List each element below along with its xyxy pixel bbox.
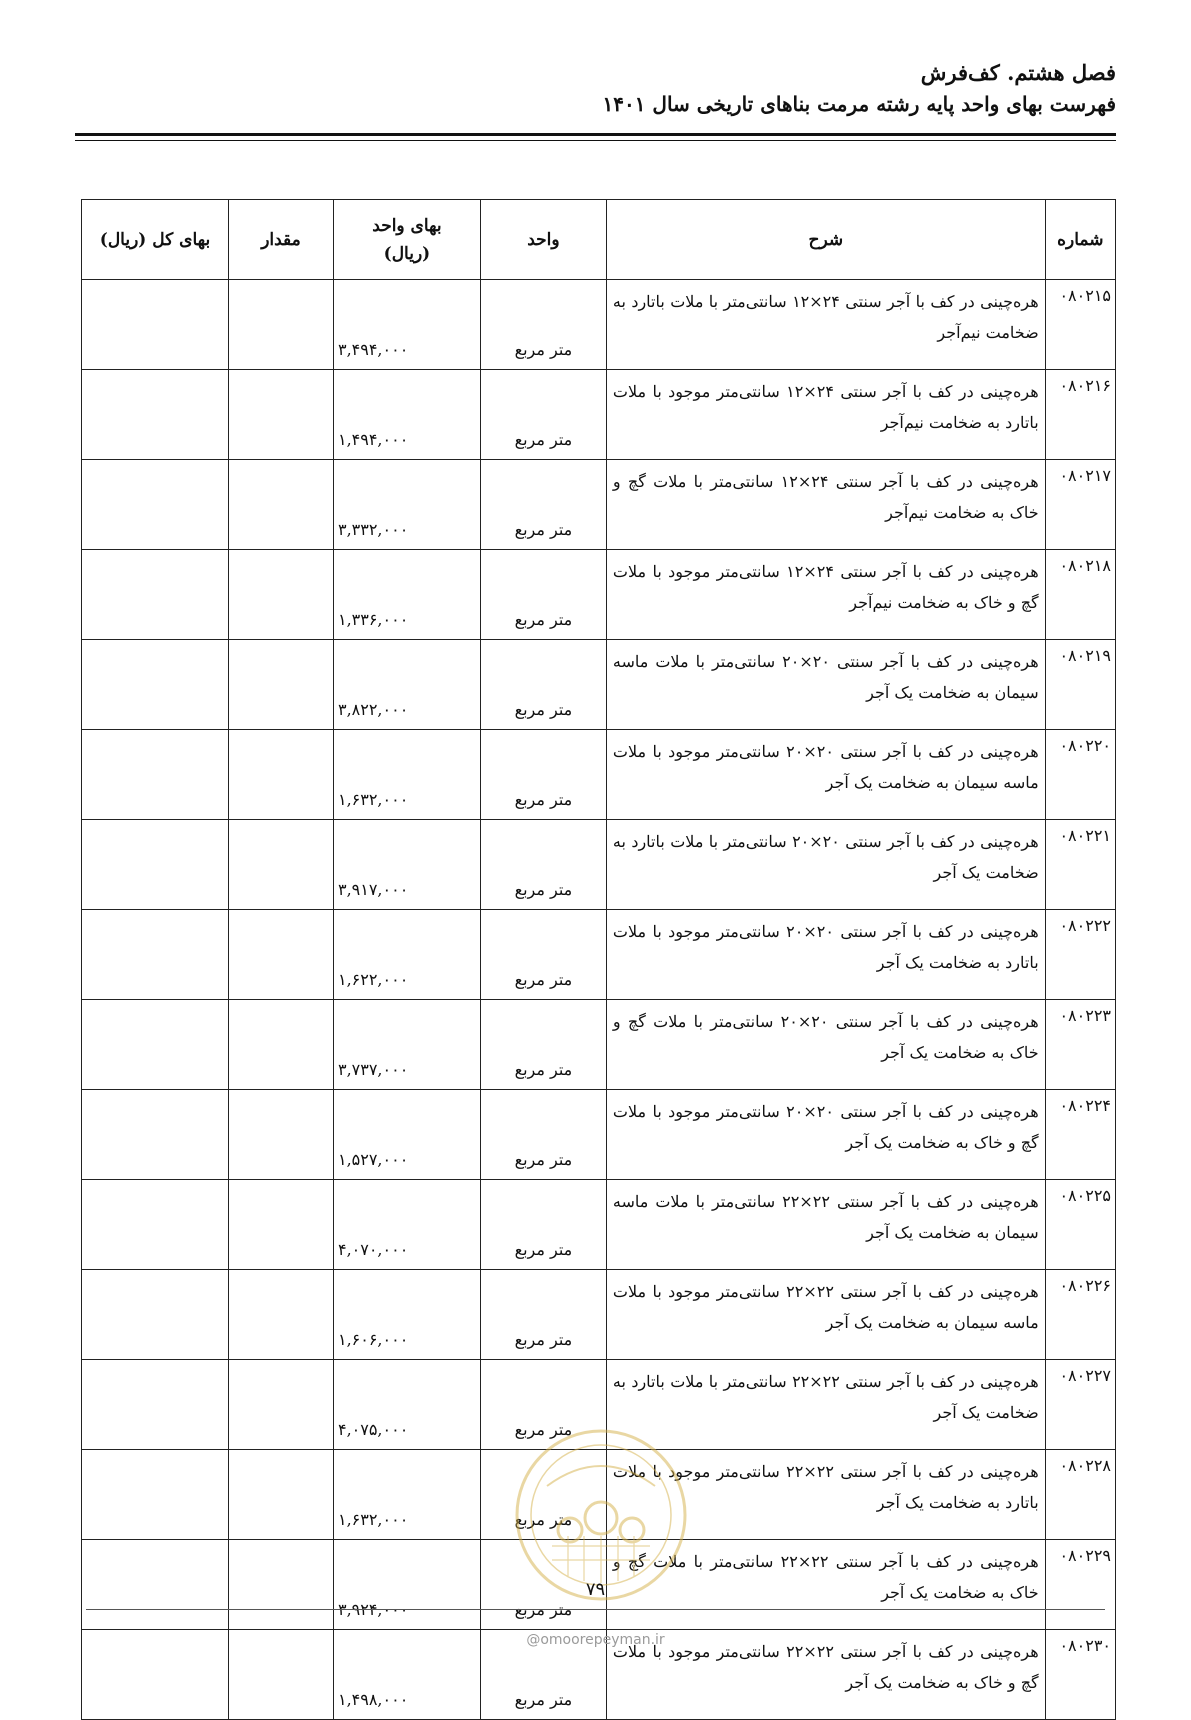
item-description: هره‌چینی در کف با آجر سنتی ۲۲×۲۲ سانتی‌متر با ملات گچ و خاک به ضخامت یک آجر	[606, 1540, 1045, 1630]
item-number: ۰۸۰۲۲۴	[1045, 1090, 1115, 1180]
item-description: هره‌چینی در کف با آجر سنتی ۲۰×۲۰ سانتی‌متر موجود با ملات ماسه سیمان به ضخامت یک آجر	[606, 730, 1045, 820]
item-number: ۰۸۰۲۲۹	[1045, 1540, 1115, 1630]
header-quantity: مقدار	[229, 200, 334, 280]
footer-rule	[86, 1609, 1105, 1610]
item-unit-price: ۳,۸۲۲,۰۰۰	[333, 640, 480, 730]
item-total-price	[82, 460, 229, 550]
item-total-price	[82, 1450, 229, 1540]
item-quantity	[229, 910, 334, 1000]
item-total-price	[82, 1000, 229, 1090]
item-unit: متر مربع	[480, 1180, 606, 1270]
item-unit-price: ۱,۴۹۴,۰۰۰	[333, 370, 480, 460]
item-description: هره‌چینی در کف با آجر سنتی ۲۲×۲۲ سانتی‌متر با ملات ماسه سیمان به ضخامت یک آجر	[606, 1180, 1045, 1270]
item-description: هره‌چینی در کف با آجر سنتی ۲۲×۲۲ سانتی‌متر با ملات باتارد به ضخامت یک آجر	[606, 1360, 1045, 1450]
header-unit-price	[333, 200, 480, 280]
item-quantity	[229, 640, 334, 730]
item-total-price	[82, 280, 229, 370]
item-unit: متر مربع	[480, 1090, 606, 1180]
item-number: ۰۸۰۲۱۷	[1045, 460, 1115, 550]
item-total-price	[82, 820, 229, 910]
item-unit-price: ۱,۶۳۲,۰۰۰	[333, 730, 480, 820]
table-row	[82, 1090, 1116, 1180]
item-total-price	[82, 370, 229, 460]
item-unit-price: ۱,۶۰۶,۰۰۰	[333, 1270, 480, 1360]
item-unit: متر مربع	[480, 370, 606, 460]
item-number: ۰۸۰۲۱۸	[1045, 550, 1115, 640]
item-description: هره‌چینی در کف با آجر سنتی ۲۲×۲۲ سانتی‌متر موجود با ملات ماسه سیمان به ضخامت یک آجر	[606, 1270, 1045, 1360]
seal-icon	[512, 1426, 690, 1604]
item-number: ۰۸۰۲۲۶	[1045, 1270, 1115, 1360]
item-number: ۰۸۰۲۲۰	[1045, 730, 1115, 820]
item-number: ۰۸۰۲۱۶	[1045, 370, 1115, 460]
item-unit-price: ۳,۴۹۴,۰۰۰	[333, 280, 480, 370]
table-row	[82, 640, 1116, 730]
item-number: ۰۸۰۲۲۵	[1045, 1180, 1115, 1270]
table-header-row	[82, 200, 1116, 280]
item-description: هره‌چینی در کف با آجر سنتی ۲۰×۲۰ سانتی‌متر موجود با ملات گچ و خاک به ضخامت یک آجر	[606, 1090, 1045, 1180]
item-quantity	[229, 1180, 334, 1270]
header-number: شماره	[1045, 200, 1115, 280]
item-total-price	[82, 1270, 229, 1360]
item-total-price	[82, 1360, 229, 1450]
table-row	[82, 1000, 1116, 1090]
header-rule-thin	[75, 140, 1116, 141]
item-unit-price: ۱,۵۲۷,۰۰۰	[333, 1090, 480, 1180]
page-header	[602, 58, 1116, 120]
item-total-price	[82, 640, 229, 730]
item-unit: متر مربع	[480, 1360, 606, 1450]
item-unit-price: ۴,۰۷۵,۰۰۰	[333, 1360, 480, 1450]
item-total-price	[82, 730, 229, 820]
table-row	[82, 820, 1116, 910]
item-quantity	[229, 1000, 334, 1090]
item-unit-price: ۴,۰۷۰,۰۰۰	[333, 1180, 480, 1270]
item-description: هره‌چینی در کف با آجر سنتی ۲۰×۲۰ سانتی‌متر با ملات گچ و خاک به ضخامت یک آجر	[606, 1000, 1045, 1090]
item-number: ۰۸۰۲۱۵	[1045, 280, 1115, 370]
table-row	[82, 280, 1116, 370]
item-description: هره‌چینی در کف با آجر سنتی ۲۴×۱۲ سانتی‌متر با ملات باتارد به ضخامت نیم‌آجر	[606, 280, 1045, 370]
item-quantity	[229, 1360, 334, 1450]
item-quantity	[229, 1090, 334, 1180]
item-unit: متر مربع	[480, 550, 606, 640]
header-description: شرح	[606, 200, 1045, 280]
item-unit-price: ۳,۳۳۲,۰۰۰	[333, 460, 480, 550]
item-unit: متر مربع	[480, 460, 606, 550]
header-unit: واحد	[480, 200, 606, 280]
item-quantity	[229, 1450, 334, 1540]
table-row	[82, 460, 1116, 550]
item-quantity	[229, 370, 334, 460]
item-unit: متر مربع	[480, 1270, 606, 1360]
item-description: هره‌چینی در کف با آجر سنتی ۲۲×۲۲ سانتی‌متر موجود با ملات گچ و خاک به ضخامت یک آجر	[606, 1630, 1045, 1720]
item-unit-price: ۱,۴۹۸,۰۰۰	[333, 1630, 480, 1720]
item-total-price	[82, 1180, 229, 1270]
item-number: ۰۸۰۲۳۰	[1045, 1630, 1115, 1720]
item-unit: متر مربع	[480, 280, 606, 370]
item-number: ۰۸۰۲۲۷	[1045, 1360, 1115, 1450]
item-description: هره‌چینی در کف با آجر سنتی ۲۰×۲۰ سانتی‌متر موجود با ملات باتارد به ضخامت یک آجر	[606, 910, 1045, 1000]
item-number: ۰۸۰۲۱۹	[1045, 640, 1115, 730]
item-unit-price: ۳,۹۲۴,۰۰۰	[333, 1540, 480, 1630]
item-unit: متر مربع	[480, 1450, 606, 1540]
page-number: ۷۹	[585, 1579, 606, 1600]
item-unit: متر مربع	[480, 1540, 606, 1630]
item-unit-price: ۳,۹۱۷,۰۰۰	[333, 820, 480, 910]
document-subtitle: فهرست بهای واحد پایه رشته مرمت بناهای تاریخی سال ۱۴۰۱	[602, 92, 1116, 116]
table-row	[82, 1270, 1116, 1360]
item-unit-price: ۱,۶۳۲,۰۰۰	[333, 1450, 480, 1540]
table-row	[82, 370, 1116, 460]
item-description: هره‌چینی در کف با آجر سنتی ۲۰×۲۰ سانتی‌متر با ملات باتارد به ضخامت یک آجر	[606, 820, 1045, 910]
item-unit: متر مربع	[480, 820, 606, 910]
item-unit: متر مربع	[480, 640, 606, 730]
item-description: هره‌چینی در کف با آجر سنتی ۲۴×۱۲ سانتی‌متر با ملات گچ و خاک به ضخامت نیم‌آجر	[606, 460, 1045, 550]
website-watermark: @omoorepeyman.ir	[526, 1632, 665, 1648]
item-quantity	[229, 820, 334, 910]
item-total-price	[82, 550, 229, 640]
item-quantity	[229, 460, 334, 550]
item-unit-price: ۱,۶۲۲,۰۰۰	[333, 910, 480, 1000]
item-number: ۰۸۰۲۲۸	[1045, 1450, 1115, 1540]
item-unit: متر مربع	[480, 730, 606, 820]
item-unit: متر مربع	[480, 1630, 606, 1720]
item-unit: متر مربع	[480, 1000, 606, 1090]
item-number: ۰۸۰۲۲۱	[1045, 820, 1115, 910]
item-quantity	[229, 550, 334, 640]
table-row	[82, 1180, 1116, 1270]
table-row	[82, 910, 1116, 1000]
chapter-title: فصل هشتم. کف‌فرش	[920, 60, 1116, 85]
item-quantity	[229, 730, 334, 820]
item-description: هره‌چینی در کف با آجر سنتی ۲۲×۲۲ سانتی‌متر موجود با ملات باتارد به ضخامت یک آجر	[606, 1450, 1045, 1540]
item-description: هره‌چینی در کف با آجر سنتی ۲۰×۲۰ سانتی‌متر با ملات ماسه سیمان به ضخامت یک آجر	[606, 640, 1045, 730]
header-total-price: بهای کل (ریال)	[82, 200, 229, 280]
item-quantity	[229, 1270, 334, 1360]
header-unit-price-currency: (ریال)	[383, 243, 431, 264]
item-total-price	[82, 1090, 229, 1180]
item-unit-price: ۳,۷۳۷,۰۰۰	[333, 1000, 480, 1090]
table-row	[82, 730, 1116, 820]
header-unit-price-label: بهای واحد	[372, 215, 442, 236]
item-description: هره‌چینی در کف با آجر سنتی ۲۴×۱۲ سانتی‌متر موجود با ملات گچ و خاک به ضخامت نیم‌آجر	[606, 550, 1045, 640]
item-number: ۰۸۰۲۲۲	[1045, 910, 1115, 1000]
item-unit: متر مربع	[480, 910, 606, 1000]
item-number: ۰۸۰۲۲۳	[1045, 1000, 1115, 1090]
item-description: هره‌چینی در کف با آجر سنتی ۲۴×۱۲ سانتی‌متر موجود با ملات باتارد به ضخامت نیم‌آجر	[606, 370, 1045, 460]
table-row	[82, 550, 1116, 640]
item-unit-price: ۱,۳۳۶,۰۰۰	[333, 550, 480, 640]
item-total-price	[82, 910, 229, 1000]
item-quantity	[229, 280, 334, 370]
header-rule-thick	[75, 133, 1116, 136]
